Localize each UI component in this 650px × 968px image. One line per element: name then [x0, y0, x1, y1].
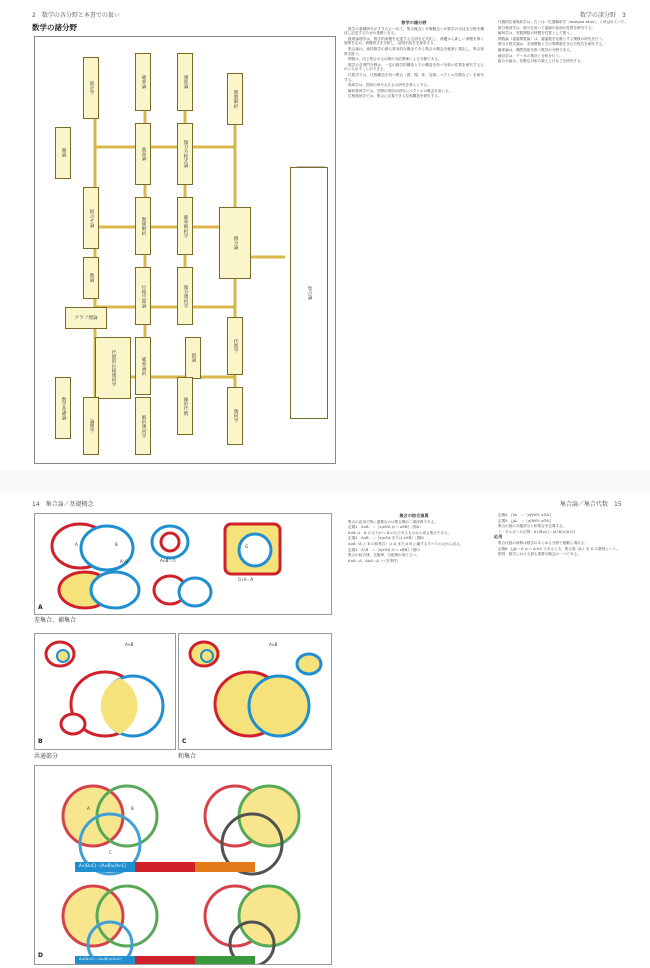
box-measure: 測度論	[177, 53, 193, 111]
paragraph: 集合論は、純粋数学の最も基本的な概念である集合の概念を厳密に規定し、集合演算を扱う。	[344, 46, 484, 56]
panel-label-c: C	[182, 738, 187, 745]
venn-b-drawing	[35, 634, 175, 749]
paragraph: 定義2 A∪B：＝｛x|x∈A または x∈B｝（図B）	[348, 536, 427, 541]
box-algebra: 代数学	[227, 317, 243, 375]
column-heading: 数学の諸分野	[401, 20, 427, 25]
paragraph: 解析幾何学では、空間の図形の研究にベクトルの概念を用いる。	[348, 88, 453, 93]
box-probability: 確率論	[135, 53, 151, 111]
venn-d-label-a: A	[87, 806, 90, 811]
paragraph: 集合の族の共通部分と和集合を定義する。	[498, 524, 567, 529]
paragraph: 類別 数学における最も重要な概念の一つである。	[498, 552, 581, 557]
box-numbertheory: 数論	[83, 257, 99, 299]
text-column-4	[494, 513, 634, 963]
paragraph: 微分方程式論は、未知関数とその導関数を含む方程式を研究する。	[498, 42, 606, 47]
box-numerical: 数値解析	[135, 197, 151, 255]
venn-caption-complement: G∖A＝Ā	[238, 577, 254, 582]
box-stochastic: 確率解析学	[177, 197, 193, 255]
venn-label-a: A	[75, 542, 78, 547]
page-gap	[0, 470, 650, 493]
venn-b-caption: A∩B	[125, 642, 134, 647]
venn-d-label-c: C	[109, 850, 112, 855]
paragraph: 集合の応用で特に重要なのは集合間の二項演算である。	[348, 519, 438, 524]
box-probabilistic: 確率論的	[135, 337, 151, 395]
venn-panel-d	[34, 765, 332, 965]
venn-c-caption: A∪B	[269, 642, 278, 647]
paragraph: 関数論（複素関数論）は、複素数を変数とする関数の研究を行う。	[498, 36, 606, 41]
box-linalg: 線形代数	[177, 377, 193, 435]
paragraph: 幾何学は、図形の形や大きさの研究を専らとする。	[348, 83, 431, 88]
panel-label-d: D	[38, 952, 43, 959]
box-diffeq: 微分方程式論	[177, 123, 193, 185]
paragraph: 関数は、同じ集合の元の間の対応関係による分類である。	[348, 57, 442, 62]
box-geometry: 幾何学	[227, 387, 243, 445]
box-combinatorics: 組合せ論	[83, 187, 99, 249]
paragraph: 定義4 ⋂Aᵢ：＝｛x|∀i∈I: x∈Aᵢ｝	[498, 513, 554, 517]
panel-c-caption: 和集合	[178, 753, 197, 760]
section-title: 数学の諸分野	[32, 23, 77, 32]
spread-bottom	[0, 493, 650, 967]
left-page-header: 14 集合論／基礎概念	[32, 501, 94, 508]
box-foundations: 数学基礎論	[55, 377, 71, 439]
venn-caption-empty: A∩B＝∅	[160, 558, 176, 563]
paragraph: 代数的位相幾何学は、古くは「位置解析学（analysis situs）」と呼ばれていた。	[498, 20, 629, 24]
formula-distributive-1: A∩(B∪C)＝(A∩B)∪(A∩C)	[79, 863, 127, 868]
box-groups: 群論	[185, 337, 201, 379]
panel-a-caption: 差集合、補集合	[34, 617, 77, 624]
box-curves: 曲面論	[135, 123, 151, 185]
right-page-header: 集合論／集合代数 15	[560, 501, 622, 508]
box-algtopo: 代数的位相幾何学	[95, 337, 131, 399]
paragraph: 数学の各専門分野は、一定の数学的構造とその構造を持つ対象の性質を研究するものとみなすことができる。	[344, 62, 484, 72]
paragraph: ド・モルガンの法則：A∖(B∪C)＝(A∖B)∩(A∖C)	[498, 529, 576, 534]
paragraph: 定義3 A∖B：＝｛x|x∈A かつ x∉B｝（図C）	[348, 547, 423, 552]
box-analgeo: 解析幾何学	[135, 397, 151, 455]
column-heading: 集合の結合演算	[399, 513, 429, 518]
venn-label-b: B	[115, 542, 118, 547]
paragraph: A∩A＝A、A∪A＝A（べき等性）	[348, 558, 401, 563]
paragraph: 微分幾何学は、微分を用いて曲線や曲面の性質を研究する。	[498, 25, 596, 30]
venn-caption-diff: A∖B	[120, 559, 129, 564]
paragraph: 位相幾何学では、集合に定義できる位相構造を研究する。	[348, 94, 442, 99]
box-statistics: 統計学	[83, 57, 99, 119]
panel-label-b: B	[38, 738, 43, 745]
box-logic: 論理学	[83, 397, 99, 455]
paragraph: 確率論は、偶然現象を扱う数学の分野である。	[498, 47, 574, 52]
paragraph: 定義1 A∩B：＝｛x|x∈A かつ x∈B｝（図A）	[348, 525, 423, 530]
panel-b-caption: 共通部分	[34, 753, 59, 760]
paragraph: 解析学は、実数関数の特徴を性質として扱う。	[498, 31, 574, 36]
paragraph: 数理論理学は、数学的命題を記述する言語を定式化し、命題から新しい命題を導く規則を定め、命題形式を分析し、証明手続きを探求する。	[344, 36, 484, 46]
box-integration: 積分論	[219, 207, 251, 279]
venn-a-drawing	[35, 514, 331, 614]
text-column-1	[344, 20, 484, 465]
venn-c-drawing	[179, 634, 331, 749]
venn-label-g: G	[245, 544, 249, 549]
box-settheory: 集合論	[290, 167, 328, 419]
paragraph: 集合の結合律、交換律、分配律が成り立つ。	[348, 553, 420, 558]
paragraph: 集合代数の演算は数学のあらゆる分野で頻繁に現れる。	[498, 540, 588, 545]
box-topology: 位相空間論	[135, 267, 151, 325]
paragraph: 定義6 ⋃Aᵢ＝G かつ Aᵢ≠∅ であるとき、集合族｛Aᵢ｝を G の類別という。	[498, 546, 620, 551]
paragraph: 組合せ論は、有限な対象の数え上げなどを研究する。	[498, 59, 585, 64]
paragraph: 代数学では、代数構造を持つ集合（群、環、体、加群、ベクトル空間など）を研究する。	[344, 72, 484, 82]
left-page-header: 2 数学の各分野と本書での扱い	[32, 12, 120, 19]
subheading-applications: 応用	[494, 534, 503, 540]
formula-distributive-2: A∪(B∩C)＝(A∪B)∩(A∪C)	[79, 957, 122, 961]
spread-top	[0, 0, 650, 470]
paragraph: 数学の基礎研究がすすむにつれて、集合概念と写像概念とが数学のほぼ全分野を構成し記述するための基礎となる。	[344, 26, 484, 36]
paragraph: A∩B は、A の元でかつ B の元であるものから成る集合である。	[348, 530, 452, 535]
text-column-2	[494, 20, 634, 465]
paragraph: A∪B（A と B の和集合）は A または B に属するすべての元から成る。	[348, 541, 464, 546]
venn-panel-a	[34, 513, 332, 615]
box-category: 圏論	[55, 127, 71, 179]
box-diffgeo: 微分幾何学	[177, 267, 193, 325]
fields-diagram	[34, 36, 336, 464]
paragraph: 定義5 ⋃Aᵢ：＝｛x|∃i∈I: x∈Aᵢ｝	[498, 518, 553, 523]
right-page-header: 数学の諸分野 3	[580, 12, 626, 19]
text-column-3	[344, 513, 484, 963]
venn-panel-c	[178, 633, 332, 750]
venn-panel-b	[34, 633, 176, 750]
paragraph: 統計学は、データの集計と分析を行う。	[498, 53, 563, 58]
venn-d-label-b: B	[131, 806, 134, 811]
box-graph: グラフ理論	[65, 307, 107, 329]
panel-label-a: A	[38, 604, 43, 611]
box-functional: 関数解析	[227, 73, 243, 125]
